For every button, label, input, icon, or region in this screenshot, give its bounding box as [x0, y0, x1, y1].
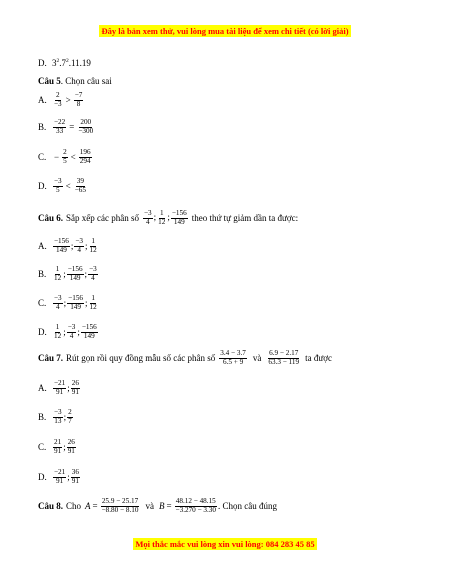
comparison-sign: = [69, 122, 75, 133]
denominator: 91 [67, 446, 75, 455]
numerator: −156 [68, 294, 84, 302]
numerator: 2 [56, 91, 60, 99]
fraction [53, 178, 63, 194]
numerator: 196 [79, 148, 91, 156]
question-5 [38, 76, 112, 86]
question-text-end: theo thứ tự giảm dần ta được: [191, 213, 299, 224]
prev-option-d [38, 58, 91, 68]
denominator: 12 [158, 217, 166, 226]
answer-option [38, 92, 84, 108]
numerator: 48.12 − 48.15 [175, 497, 216, 505]
exponent: 2 [56, 58, 60, 64]
numerator: −3 [54, 408, 62, 416]
separator: ; [85, 298, 88, 309]
option-label: A. [38, 95, 47, 106]
answer-option [38, 149, 93, 165]
separator: ; [70, 241, 74, 252]
denominator: −65 [74, 185, 86, 194]
fraction [74, 92, 84, 108]
fraction [53, 439, 62, 455]
numerator: −3 [54, 294, 62, 302]
question-text-end: . Chọn câu đúng [218, 501, 277, 512]
denominator: 8 [76, 99, 81, 108]
fraction [53, 295, 63, 311]
answer-option [38, 295, 99, 311]
denominator: 149 [83, 331, 95, 340]
denominator: 149 [56, 245, 67, 254]
question-text-end: ta được [305, 353, 333, 364]
answer-option [38, 119, 95, 135]
question-number: Câu 6. [38, 213, 64, 224]
answer-option [38, 409, 74, 425]
option-label: A. [38, 383, 47, 394]
fraction [53, 238, 70, 254]
fraction [77, 119, 94, 135]
question-6 [38, 210, 298, 226]
base: 3 [52, 58, 57, 68]
option-label: D. [38, 181, 47, 192]
denominator: 149 [69, 273, 81, 282]
option-label: A. [38, 241, 47, 252]
denominator: 5 [63, 156, 67, 165]
numerator: −22 [54, 118, 66, 126]
answer-option [38, 238, 99, 254]
denominator: 12 [54, 331, 62, 340]
denominator: 149 [173, 217, 185, 226]
separator: ; [77, 327, 80, 338]
expression-rest: .11.19 [68, 58, 91, 68]
denominator: 12 [54, 273, 62, 282]
denominator: 91 [71, 387, 79, 396]
numerator: 2 [63, 148, 67, 156]
denominator: 91 [56, 387, 64, 396]
numerator: 3.4 − 3.7 [220, 349, 246, 357]
option-label: B. [38, 122, 47, 133]
fraction [71, 469, 80, 485]
denominator: 91 [56, 476, 64, 485]
fraction [53, 469, 66, 485]
fraction [79, 149, 92, 165]
separator: ; [63, 327, 66, 338]
fraction [175, 498, 217, 514]
option-label: D. [38, 472, 47, 483]
option-label: B. [38, 412, 47, 423]
denominator: 4 [69, 331, 74, 340]
denominator: −8.80 − 8.10 [101, 505, 139, 514]
variable-b: B [158, 501, 165, 512]
fraction [53, 409, 63, 425]
denominator: 4 [77, 245, 81, 254]
numerator: 6.9 − 2.17 [269, 349, 299, 357]
option-label: C. [38, 298, 47, 309]
separator: ; [85, 241, 88, 252]
question-number: Câu 7. [38, 353, 64, 364]
answer-option [38, 469, 81, 485]
numerator: 25.9 − 25.17 [101, 497, 139, 505]
fraction [67, 439, 76, 455]
option-label: D. [38, 58, 47, 68]
question-8 [38, 498, 277, 514]
numerator: −156 [54, 237, 69, 245]
denominator: 294 [79, 156, 91, 165]
answer-option [38, 266, 99, 282]
fraction [219, 350, 247, 366]
fraction [62, 149, 68, 165]
numerator: −3 [144, 209, 152, 217]
fraction [53, 119, 66, 135]
question-text: Cho [66, 501, 82, 512]
separator: ; [84, 269, 88, 280]
question-text: . Chọn câu sai [60, 76, 112, 86]
option-label: D. [38, 327, 47, 338]
numerator: −3 [67, 323, 76, 331]
denominator: 6.5 + 9 [222, 357, 244, 366]
variable-a: A [85, 501, 91, 512]
fraction [74, 238, 84, 254]
fraction [74, 178, 87, 194]
question-text: Sắp xếp các phân số [66, 213, 139, 224]
numerator: 1 [91, 294, 95, 302]
denominator: 7 [68, 416, 72, 425]
separator: ; [63, 412, 67, 423]
denominator: −3.270 − 3.30 [175, 505, 216, 514]
fraction [171, 210, 188, 226]
numerator: −3 [75, 237, 84, 245]
numerator: 1 [159, 209, 164, 217]
question-text: Rút gọn rồi quy đồng mẫu số các phân số [66, 353, 216, 364]
conjunction: và [145, 501, 154, 512]
fraction [81, 324, 98, 340]
fraction [143, 210, 153, 226]
equals-sign: = [92, 501, 98, 512]
fraction [67, 295, 84, 311]
numerator: 39 [76, 177, 84, 185]
option-label: C. [38, 152, 47, 163]
numerator: −156 [67, 265, 83, 273]
option-label: B. [38, 269, 47, 280]
separator: ; [67, 472, 70, 483]
header-banner-text: Đây là bản xem thử, vui lòng mua tài liệu để xem chi tiết (có lời giải) [101, 26, 349, 36]
question-number: Câu 5 [38, 76, 61, 86]
fraction [53, 380, 66, 396]
header-banner [0, 26, 450, 36]
fraction [67, 266, 84, 282]
denominator: 91 [54, 446, 62, 455]
fraction [67, 409, 73, 425]
numerator: −21 [54, 468, 66, 476]
fraction [53, 92, 63, 108]
denominator: −3 [54, 99, 62, 108]
numerator: 1 [55, 323, 60, 331]
answer-option [38, 439, 77, 455]
separator: ; [63, 269, 66, 280]
fraction [89, 238, 98, 254]
fraction [89, 295, 98, 311]
footer-banner-text: Mọi thắc mắc vui lòng xin vui lòng: 084 283 45 85 [135, 539, 315, 549]
fraction [88, 266, 98, 282]
fraction [157, 210, 166, 226]
denominator: −300 [78, 126, 94, 135]
equals-sign: = [166, 501, 172, 512]
numerator: 26 [71, 379, 79, 387]
comparison-sign: < [65, 181, 71, 192]
denominator: 149 [70, 302, 81, 311]
numerator: −21 [54, 379, 66, 387]
fraction [71, 380, 80, 396]
question-fractions [142, 210, 189, 226]
numerator: 26 [67, 438, 75, 446]
numerator: 1 [55, 265, 60, 273]
footer-banner [0, 539, 450, 549]
denominator: 12 [89, 245, 97, 254]
question-number: Câu 8. [38, 501, 64, 512]
fraction [67, 324, 77, 340]
option-label: C. [38, 442, 47, 453]
denominator: 4 [91, 273, 95, 282]
denominator: 4 [56, 302, 60, 311]
fraction [53, 324, 62, 340]
comparison-sign: < [70, 152, 76, 163]
denominator: 33 [56, 126, 64, 135]
numerator: −3 [54, 177, 62, 185]
denominator: 5 [56, 185, 60, 194]
numerator: −7 [74, 91, 83, 99]
answer-option [38, 324, 99, 340]
denominator: 63.3 − 119 [268, 357, 300, 366]
separator: ; [63, 442, 66, 453]
numerator: 1 [91, 237, 95, 245]
numerator: 21 [54, 438, 62, 446]
base: 7 [61, 58, 66, 68]
comparison-sign: > [65, 95, 71, 106]
fraction [101, 498, 140, 514]
fraction [53, 266, 62, 282]
numerator: −3 [89, 265, 97, 273]
numerator: 36 [71, 468, 79, 476]
numerator: 200 [80, 118, 92, 126]
answer-option [38, 178, 88, 194]
denominator: 13 [54, 416, 62, 425]
denominator: 91 [71, 476, 79, 485]
separator: ; [63, 298, 67, 309]
fraction [267, 350, 300, 366]
minus-sign: − [54, 152, 60, 163]
separator: ; [167, 212, 170, 223]
denominator: 12 [89, 302, 97, 311]
numerator: −156 [171, 209, 187, 217]
answer-option [38, 380, 81, 396]
question-7 [38, 350, 334, 366]
numerator: −156 [81, 323, 97, 331]
separator: ; [153, 212, 157, 223]
conjunction: và [252, 353, 262, 364]
numerator: 2 [68, 408, 72, 416]
denominator: 4 [146, 217, 150, 226]
separator: ; [67, 383, 70, 394]
exponent: 2 [66, 58, 69, 64]
expression: $3^2.7^2.11.19$ [52, 58, 91, 68]
